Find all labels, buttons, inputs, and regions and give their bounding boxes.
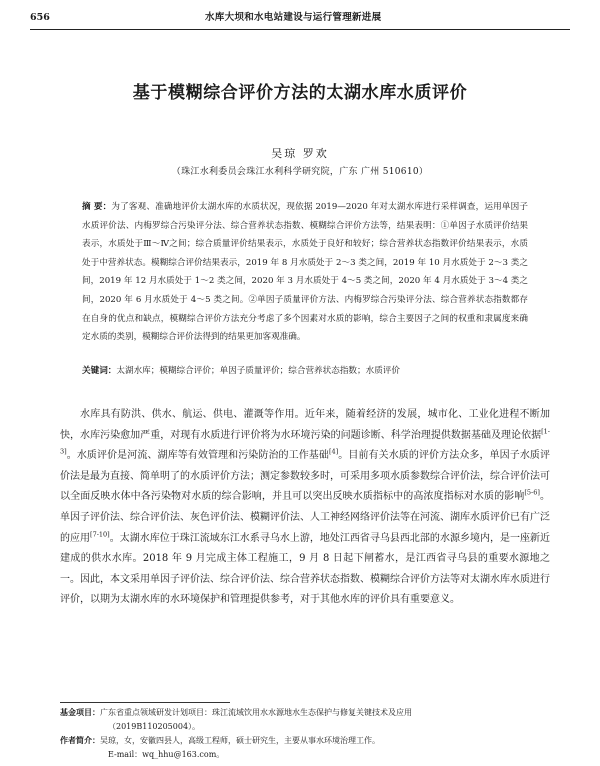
paper-title: 基于模糊综合评价方法的太湖水库水质评价 (132, 83, 468, 103)
body-paragraph (60, 405, 550, 611)
keywords (82, 363, 528, 379)
body-text-4: 。单因子评价法、综合评价法、灰色评价法、模糊评价法、人工神经网络评价法等在河流、湖库水质评价已有广泛的应用 (60, 491, 551, 544)
citation-1: [1-3] (60, 427, 550, 456)
citation-4: [7-10] (90, 530, 110, 539)
paper-authors: 吴琼 罗欢 (271, 147, 329, 160)
fund-label: 基金项目： (60, 708, 100, 717)
body-text-3: 。目前有关水质的评价方法众多，单因子水质评价法是最为直接、简单明了的水质评价方法；测定参数较多时，可采用多项水质参数综合评价法，综合评价法可以全面反映水体中各污染物对水质的综合影响，并且可以突出反映水质指标中的高浓度指标对水质的影响 (60, 450, 551, 503)
author-label: 作者简介： (60, 736, 100, 745)
fund-note (60, 706, 560, 720)
running-header (30, 10, 570, 26)
footnotes (60, 706, 560, 762)
page-number: 656 (30, 12, 50, 23)
abstract-label: 摘 要： (82, 202, 112, 212)
header-rule (30, 29, 570, 30)
footnote-rule (60, 702, 230, 703)
body-text-1: 水库具有防洪、供水、航运、供电、灌溉等作用。近年来，随着经济的发展，城市化、工业化进程不断加快，水库污染愈加严重，对现有水质进行评价将为水环境污染的问题诊断、科学治理提供数据基础及理论依据 (60, 409, 550, 441)
body-text-2: 。水质评价是河流、湖库等有效管理和污染防治的工作基础 (66, 450, 329, 462)
author-email: E-mail：wq_hhu@163.com。 (108, 750, 225, 759)
citation-3: [5-6] (524, 489, 540, 498)
citation-2: [4] (328, 447, 339, 456)
fund-code: （2019B110205004）。 (108, 722, 201, 731)
keywords-text: 太湖水库；模糊综合评价；单因子质量评价；综合营养状态指数；水质评价 (116, 366, 400, 376)
author-note (60, 734, 560, 748)
journal-title: 水库大坝和水电站建设与运行管理新进展 (205, 12, 382, 23)
fund-text: 广东省重点领域研发计划项目：珠江流域饮用水水源地水生态保护与修复关键技术及应用 (100, 708, 412, 717)
abstract (82, 198, 528, 347)
author-text: 吴琼，女，安徽四县人，高级工程师，硕士研究生，主要从事水环境治理工作。 (100, 736, 380, 745)
body-text-5: 。太湖水库位于珠江流域东江水系寻乌水上游，地处江西省寻乌县西北部的水源乡境内，是一座新近建成的供水水库。2018 年 9 月完成主体工程施工，9 月 8 日起下闸蓄水，是江西省寻乌县的重要水源地之一。因此，本文采用单因子评价法、综合评价法、综合营养状态指数、模糊综合评价方法等对太湖水库水质进行评价，以期为太湖水库的水环境保护和管理提供参考，对于其他水库的评价具有重要意义。 (60, 532, 551, 606)
keywords-label: 关键词： (82, 366, 117, 376)
abstract-text: 为了客观、准确地评价太湖水库的水质状况，现依据 2019—2020 年对太湖水库进行采样调查，运用单因子水质评价法、内梅罗综合污染评分法、综合营养状态指数、模糊综合评价方法等，结果表明：①单因子水质评价结果表示，水质处于Ⅲ～Ⅳ之间；综合质量评价结果表示，水质处于良好和较好；综合营养状态指数评价结果表示，水质处于中营养状态。模糊综合评价结果表示，2019 年 8 月水质处于 2～3 类之间，2019 年 10 月水质处于 2～3 类之间，2019 年 12 月水质处于 1～2 类之间，2020 年 3 月水质处于 4～5 类之间，2020 年 4 月水质处于 3～4 类之间，2020 年 6 月水质处于 4～5 类之间。②单因子质量评价方法、内梅罗综合污染评分法、综合营养状态指数都存在自身的优点和缺点，模糊综合评价方法充分考虑了多个因素对水质的影响，综合主要因子之间的权重和隶属度来确定水质的类别，模糊综合评价法得到的结果更加客观准确。 (82, 202, 528, 343)
paper-affiliation: （珠江水利委员会珠江水利科学研究院，广东 广州 510610） (171, 167, 429, 177)
